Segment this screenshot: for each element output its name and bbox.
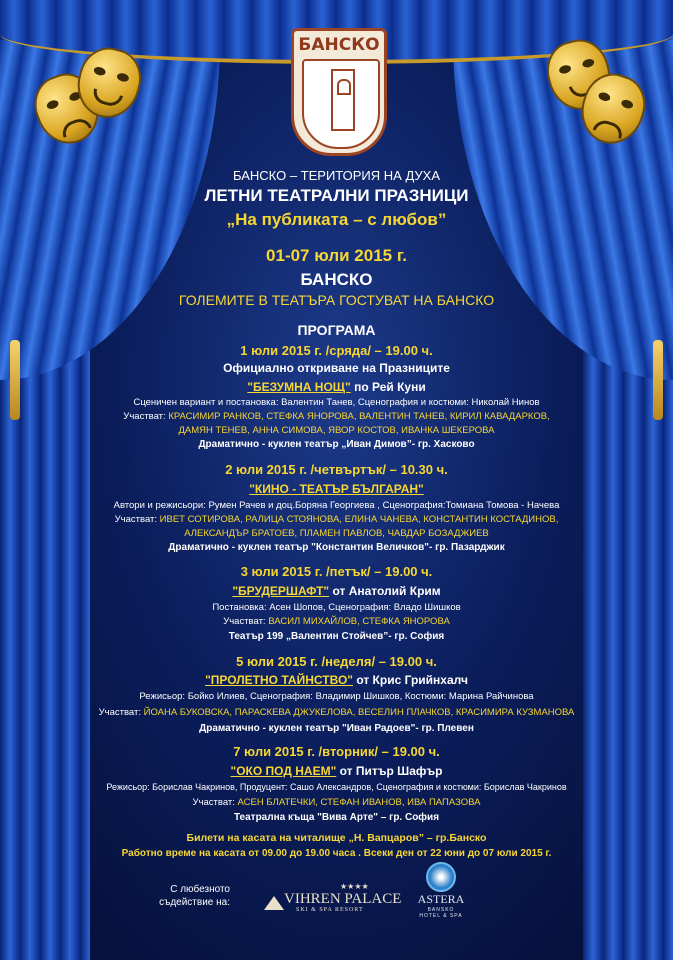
event-3-author: от Анатолий Крим [332, 584, 441, 598]
event-2-cast-line-1: Участват: ИВЕТ СОТИРОВА, РАЛИЦА СТОЯНОВА, ЕЛИНА ЧАНЕВА, КОНСТАНТИН КОСТАДИНОВ, [114, 514, 559, 525]
event-5-theatre: Театрална къща "Вива Арте" – гр. София [233, 812, 440, 823]
astera-star-icon [426, 862, 456, 892]
vihren-palace-logo: ★★★★ VIHREN PALACE SKI & SPA RESORT [262, 882, 392, 916]
event-4-credits: Режисьор: Бойко Илиев, Сценография: Владимир Шишков, Костюми: Марина Райчинова [139, 691, 534, 702]
event-3-date: 3 юли 2015 г. /петък/ – 19.00 ч. [240, 564, 433, 579]
event-3-cast-line-1: Участват: ВАСИЛ МИХАЙЛОВ, СТЕФКА ЯНОРОВА [223, 616, 450, 627]
event-5-date: 7 юли 2015 г. /вторник/ – 19.00 ч. [233, 744, 440, 759]
event-2-cast-line-2: АЛЕКСАНДЪР БРАТОЕВ, ПЛАМЕН ПАВЛОВ, ЧАВДАР БОЗАДЖИЕВ [184, 528, 489, 539]
event-1-theatre: Драматично - куклен театър „Иван Димов”- гр. Хасково [198, 439, 475, 450]
event-4-title-line [60, 673, 613, 687]
event-2-theatre: Драматично - куклен театър "Константин Величков"- гр. Пазарджик [168, 542, 505, 553]
tassel-right [653, 340, 663, 420]
sponsor-label: С любезното съдействие на: [159, 884, 230, 908]
event-2-title-line [60, 482, 613, 496]
event-3-credits: Постановка: Асен Шопов, Сценография: Владо Шишков [212, 602, 461, 613]
tickets-info: Билети на касата на читалище „Н. Вапцаров” – гр.Банско [186, 832, 487, 844]
mountain-icon [264, 896, 284, 910]
event-5-credits: Режисьор: Борислав Чакринов, Продуцент: Сашо Александров, Сценография и костюми: Борислав Чакринов [106, 782, 567, 792]
event-2-play: "КИНО - ТЕАТЪР БЪЛГАРАН" [249, 482, 424, 496]
crest-title: БАНСКО [298, 35, 380, 55]
event-4-play: "ПРОЛЕТНО ТАЙНСТВО" [205, 673, 353, 687]
event-3-play: "БРУДЕРШАФТ" [232, 584, 330, 598]
event-1-credits: Сценичен вариант и постановка: Валентин Танев, Сценография и костюми: Николай Нинов [133, 397, 540, 408]
astera-logo: ASTERA BANSKO HOTEL & SPA [416, 862, 466, 932]
event-1-author: по Рей Куни [354, 380, 426, 394]
event-3-theatre: Театър 199 „Валентин Стойчев”- гр. София [228, 631, 445, 642]
event-1-title-line [60, 380, 613, 394]
festival-title: ЛЕТНИ ТЕАТРАЛНИ ПРАЗНИЦИ [204, 186, 469, 205]
festival-motto: „На публиката – с любов” [226, 210, 447, 229]
event-5-title-line [60, 764, 613, 778]
event-4-theatre: Драматично - куклен театър "Иван Радоев"- гр. Плевен [199, 723, 474, 734]
event-2-date: 2 юли 2015 г. /четвъртък/ – 10.30 ч. [225, 462, 448, 477]
event-1-note: Официално откриване на Празниците [223, 361, 450, 375]
event-5-cast-line-1: Участват: АСЕН БЛАТЕЧКИ, СТЕФАН ИВАНОВ, ИВА ПАПАЗОВА [192, 797, 481, 808]
box-office-hours: Работно време на касата от 09.00 до 19.00 часа . Всеки ден от 22 юни до 07 юли 2015 г. [121, 848, 552, 859]
festival-dates: 01-07 юли 2015 г. [266, 246, 407, 265]
event-5-author: от Питър Шафър [339, 764, 443, 778]
tassel-left [10, 340, 20, 420]
event-1-play: "БЕЗУМНА НОЩ" [247, 380, 351, 394]
program-title: ПРОГРАМА [297, 322, 376, 338]
festival-town: БАНСКО [300, 270, 373, 289]
event-3-title-line [60, 584, 613, 598]
event-4-author: от Крис Грийнхалч [356, 673, 468, 687]
event-1-cast-line-2: ДАМЯН ТЕНЕВ, АННА СИМОВА, ЯВОР КОСТОВ, ИВАНКА ШЕКЕРОВА [178, 425, 495, 436]
event-4-date: 5 юли 2015 г. /неделя/ – 19.00 ч. [236, 654, 437, 669]
tagline: БАНСКО – ТЕРИТОРИЯ НА ДУХА [232, 168, 441, 183]
event-1-cast-line-1: Участват: КРАСИМИР РАНКОВ, СТЕФКА ЯНОРОВА, ВАЛЕНТИН ТАНЕВ, КИРИЛ КАВАДАРКОВ, [123, 411, 550, 422]
festival-slogan: ГОЛЕМИТЕ В ТЕАТЪРА ГОСТУВАТ НА БАНСКО [178, 292, 495, 308]
event-4-cast-line-1: Участват: ЙОАНА БУКОВСКА, ПАРАСКЕВА ДЖУКЕЛОВА, ВЕСЕЛИН ПЛАЧКОВ, КРАСИМИРА КУЗМАНОВА [98, 707, 575, 718]
program-text [60, 0, 613, 960]
event-5-play: "ОКО ПОД НАЕМ" [230, 764, 337, 778]
event-2-credits: Автори и режисьори: Румен Рачев и доц.Боряна Георгиева , Сценография:Томиана Томова - Начева [113, 500, 560, 511]
event-1-date: 1 юли 2015 г. /сряда/ – 19.00 ч. [240, 343, 433, 358]
